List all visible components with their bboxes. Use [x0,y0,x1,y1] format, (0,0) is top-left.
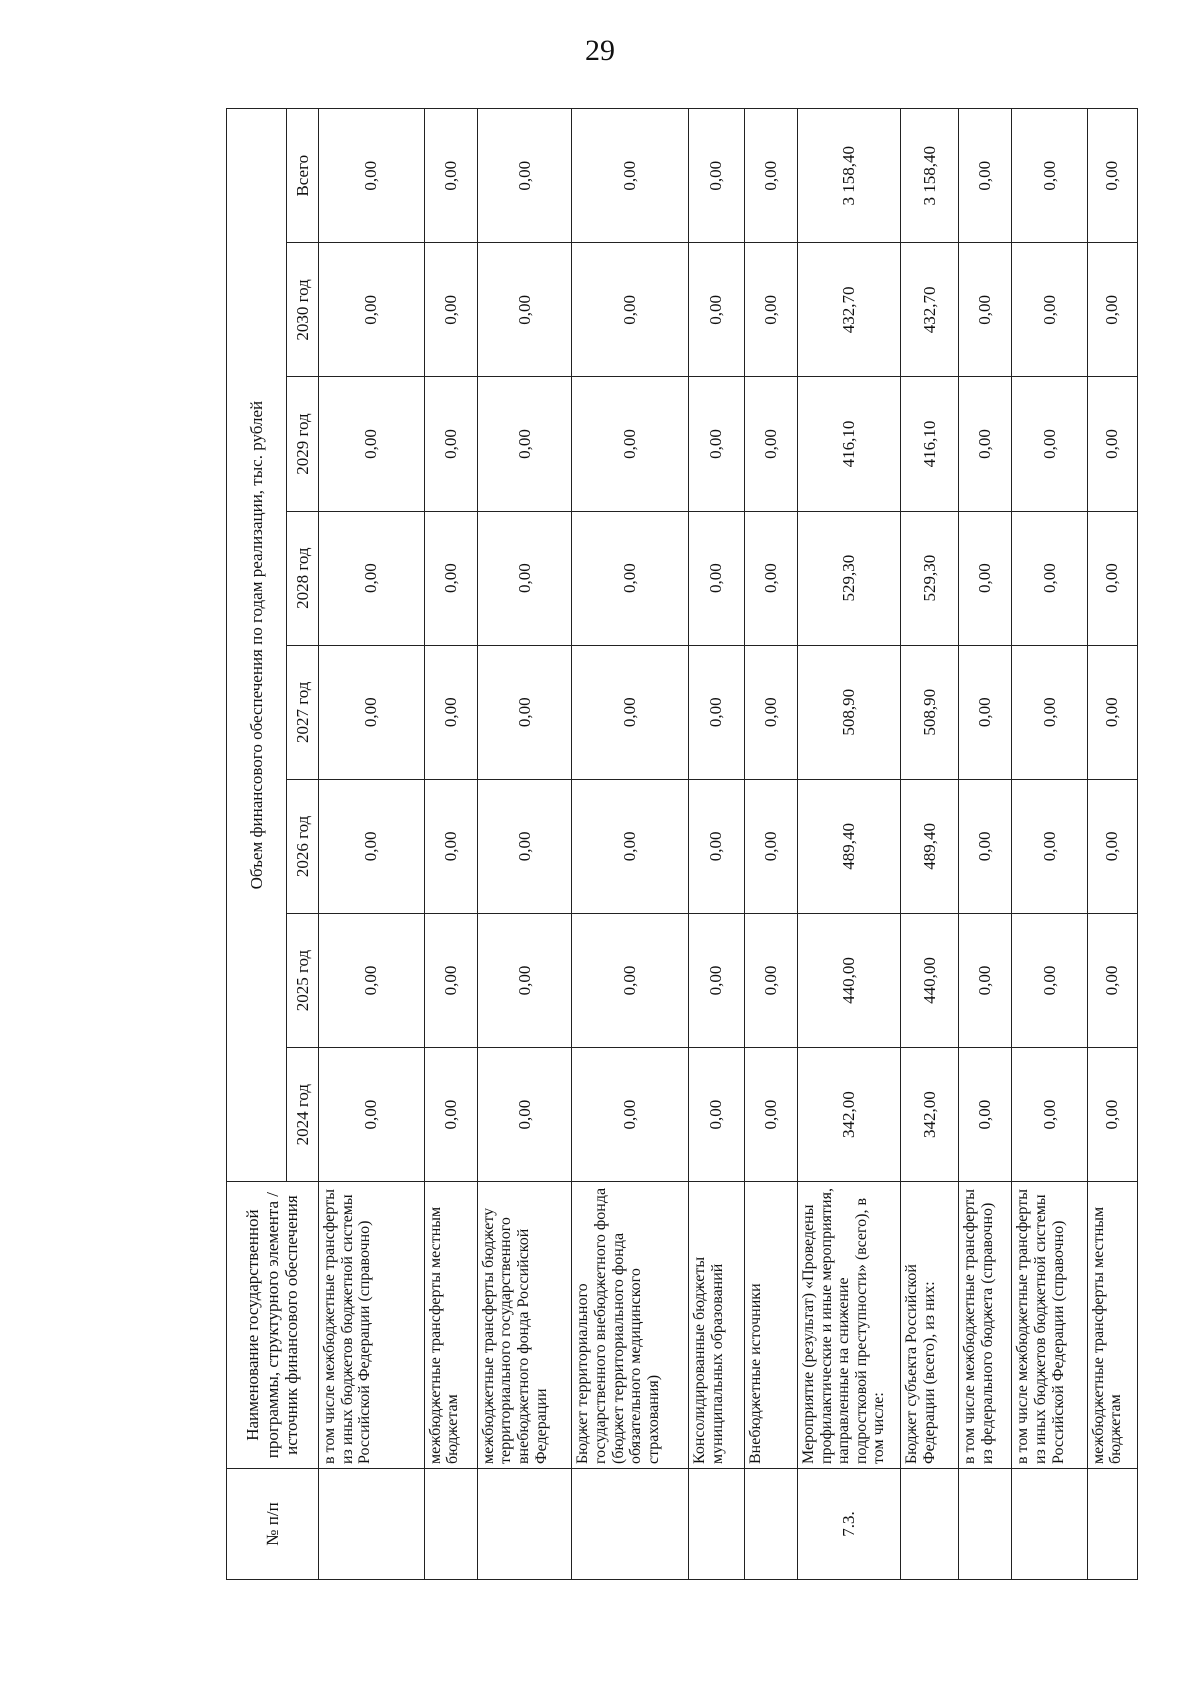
row-year-value: 508,90 [901,645,959,779]
row-year-value: 0,00 [689,645,745,779]
row-year-value: 0,00 [572,1048,689,1182]
row-year-value: 0,00 [744,913,797,1047]
row-year-value: 0,00 [689,243,745,377]
row-year-value: 529,30 [797,511,900,645]
row-source-name: в том числе межбюджетные трансферты из иных бюджетов бюджетной системы Российской Федерации (справочно) [1012,1182,1088,1469]
row-year-value: 0,00 [1087,779,1137,913]
row-total-value: 0,00 [424,109,477,243]
table-row [744,109,797,1580]
row-total-value: 0,00 [1012,109,1088,243]
row-total-value: 3 158,40 [901,109,959,243]
row-year-value: 432,70 [901,243,959,377]
row-year-value: 0,00 [477,1048,571,1182]
table-row [319,109,425,1580]
row-number [689,1469,745,1580]
row-year-value: 0,00 [1087,1048,1137,1182]
row-year-value: 0,00 [424,779,477,913]
row-year-value: 0,00 [572,913,689,1047]
row-year-value: 342,00 [797,1048,900,1182]
row-year-value: 0,00 [424,511,477,645]
row-year-value: 0,00 [1012,913,1088,1047]
header-num: № п/п [227,1469,319,1580]
row-year-value: 0,00 [572,243,689,377]
row-number [744,1469,797,1580]
row-number [959,1469,1012,1580]
row-total-value: 0,00 [572,109,689,243]
row-year-value: 0,00 [319,511,425,645]
table-row [1012,109,1088,1580]
table-row [901,109,959,1580]
row-source-name: Внебюджетные источники [744,1182,797,1469]
row-year-value: 0,00 [477,645,571,779]
row-source-name: межбюджетные трансферты местным бюджетам [1087,1182,1137,1469]
header-year: 2025 год [287,913,319,1047]
row-year-value: 0,00 [572,779,689,913]
row-year-value: 416,10 [901,377,959,511]
row-year-value: 0,00 [1012,645,1088,779]
row-year-value: 0,00 [319,377,425,511]
row-source-name: Консолидированные бюджеты муниципальных образований [689,1182,745,1469]
header-year: 2026 год [287,779,319,913]
row-number [901,1469,959,1580]
row-year-value: 0,00 [959,511,1012,645]
row-year-value: 0,00 [959,913,1012,1047]
row-year-value: 0,00 [689,511,745,645]
row-year-value: 0,00 [959,243,1012,377]
header-year: 2029 год [287,377,319,511]
row-year-value: 0,00 [1087,511,1137,645]
row-year-value: 0,00 [319,645,425,779]
row-year-value: 0,00 [959,1048,1012,1182]
row-year-value: 0,00 [1087,243,1137,377]
row-number [319,1469,425,1580]
row-number [1012,1469,1088,1580]
row-source-name: межбюджетные трансферты местным бюджетам [424,1182,477,1469]
header-name: Наименование государственной программы, структурного элемента / источник финансового обеспечения [227,1182,319,1469]
page-number: 29 [585,34,615,67]
row-year-value: 0,00 [319,243,425,377]
row-number [572,1469,689,1580]
table-row [477,109,571,1580]
row-year-value: 0,00 [572,511,689,645]
funding-table [226,108,1138,1580]
row-year-value: 440,00 [901,913,959,1047]
row-year-value: 440,00 [797,913,900,1047]
row-year-value: 0,00 [744,243,797,377]
row-year-value: 0,00 [424,1048,477,1182]
row-year-value: 0,00 [959,645,1012,779]
header-year: 2030 год [287,243,319,377]
row-year-value: 0,00 [424,913,477,1047]
rotated-table-container [226,108,1138,1580]
row-year-value: 489,40 [797,779,900,913]
row-year-value: 0,00 [1012,511,1088,645]
row-year-value: 432,70 [797,243,900,377]
row-year-value: 0,00 [1087,913,1137,1047]
row-year-value: 0,00 [689,1048,745,1182]
header-year: 2027 год [287,645,319,779]
row-year-value: 0,00 [319,779,425,913]
row-total-value: 0,00 [689,109,745,243]
row-total-value: 0,00 [744,109,797,243]
row-year-value: 0,00 [744,779,797,913]
row-number: 7.3. [797,1469,900,1580]
table-row [1087,109,1137,1580]
row-year-value: 0,00 [477,243,571,377]
table-row [959,109,1012,1580]
row-year-value: 0,00 [959,779,1012,913]
row-year-value: 0,00 [477,377,571,511]
row-year-value: 0,00 [424,377,477,511]
row-year-value: 0,00 [1012,243,1088,377]
row-year-value: 0,00 [689,779,745,913]
row-year-value: 0,00 [477,779,571,913]
row-year-value: 0,00 [477,913,571,1047]
row-source-name: Мероприятие (результат) «Проведены профилактические и иные мероприятия, направленные на снижение подростковой преступности» (всего), в том числе: [797,1182,900,1469]
row-year-value: 0,00 [319,913,425,1047]
row-year-value: 0,00 [477,511,571,645]
row-number [477,1469,571,1580]
row-year-value: 0,00 [959,377,1012,511]
row-year-value: 0,00 [744,645,797,779]
row-source-name: Бюджет территориального государственного внебюджетного фонда (бюджет территориального фонда обязательного медицинского страхования) [572,1182,689,1469]
row-year-value: 529,30 [901,511,959,645]
row-number [1087,1469,1137,1580]
row-year-value: 0,00 [689,377,745,511]
row-source-name: Бюджет субъекта Российской Федерации (всего), из них: [901,1182,959,1469]
table-row [797,109,900,1580]
row-source-name: межбюджетные трансферты бюджету территориального государственного внебюджетного фонда Российской Федерации [477,1182,571,1469]
header-year: Всего [287,109,319,243]
header-year: 2028 год [287,511,319,645]
row-year-value: 0,00 [1012,377,1088,511]
row-year-value: 508,90 [797,645,900,779]
row-year-value: 0,00 [319,1048,425,1182]
row-year-value: 416,10 [797,377,900,511]
row-year-value: 0,00 [424,645,477,779]
row-year-value: 0,00 [1012,1048,1088,1182]
row-year-value: 0,00 [572,645,689,779]
row-total-value: 0,00 [319,109,425,243]
row-total-value: 0,00 [477,109,571,243]
header-funding-group: Объем финансового обеспечения по годам реализации, тыс. рублей [227,109,287,1182]
row-year-value: 0,00 [744,377,797,511]
row-number [424,1469,477,1580]
header-year: 2024 год [287,1048,319,1182]
row-year-value: 0,00 [744,511,797,645]
row-source-name: в том числе межбюджетные трансферты из иных бюджетов бюджетной системы Российской Федерации (справочно) [319,1182,425,1469]
row-year-value: 0,00 [1087,377,1137,511]
table-row [689,109,745,1580]
table-row [572,109,689,1580]
row-year-value: 0,00 [1087,645,1137,779]
row-year-value: 0,00 [744,1048,797,1182]
row-total-value: 0,00 [959,109,1012,243]
table-row [424,109,477,1580]
row-total-value: 0,00 [1087,109,1137,243]
row-year-value: 0,00 [689,913,745,1047]
row-year-value: 342,00 [901,1048,959,1182]
row-year-value: 0,00 [572,377,689,511]
row-year-value: 0,00 [424,243,477,377]
row-year-value: 0,00 [1012,779,1088,913]
row-total-value: 3 158,40 [797,109,900,243]
row-source-name: в том числе межбюджетные трансферты из федерального бюджета (справочно) [959,1182,1012,1469]
row-year-value: 489,40 [901,779,959,913]
